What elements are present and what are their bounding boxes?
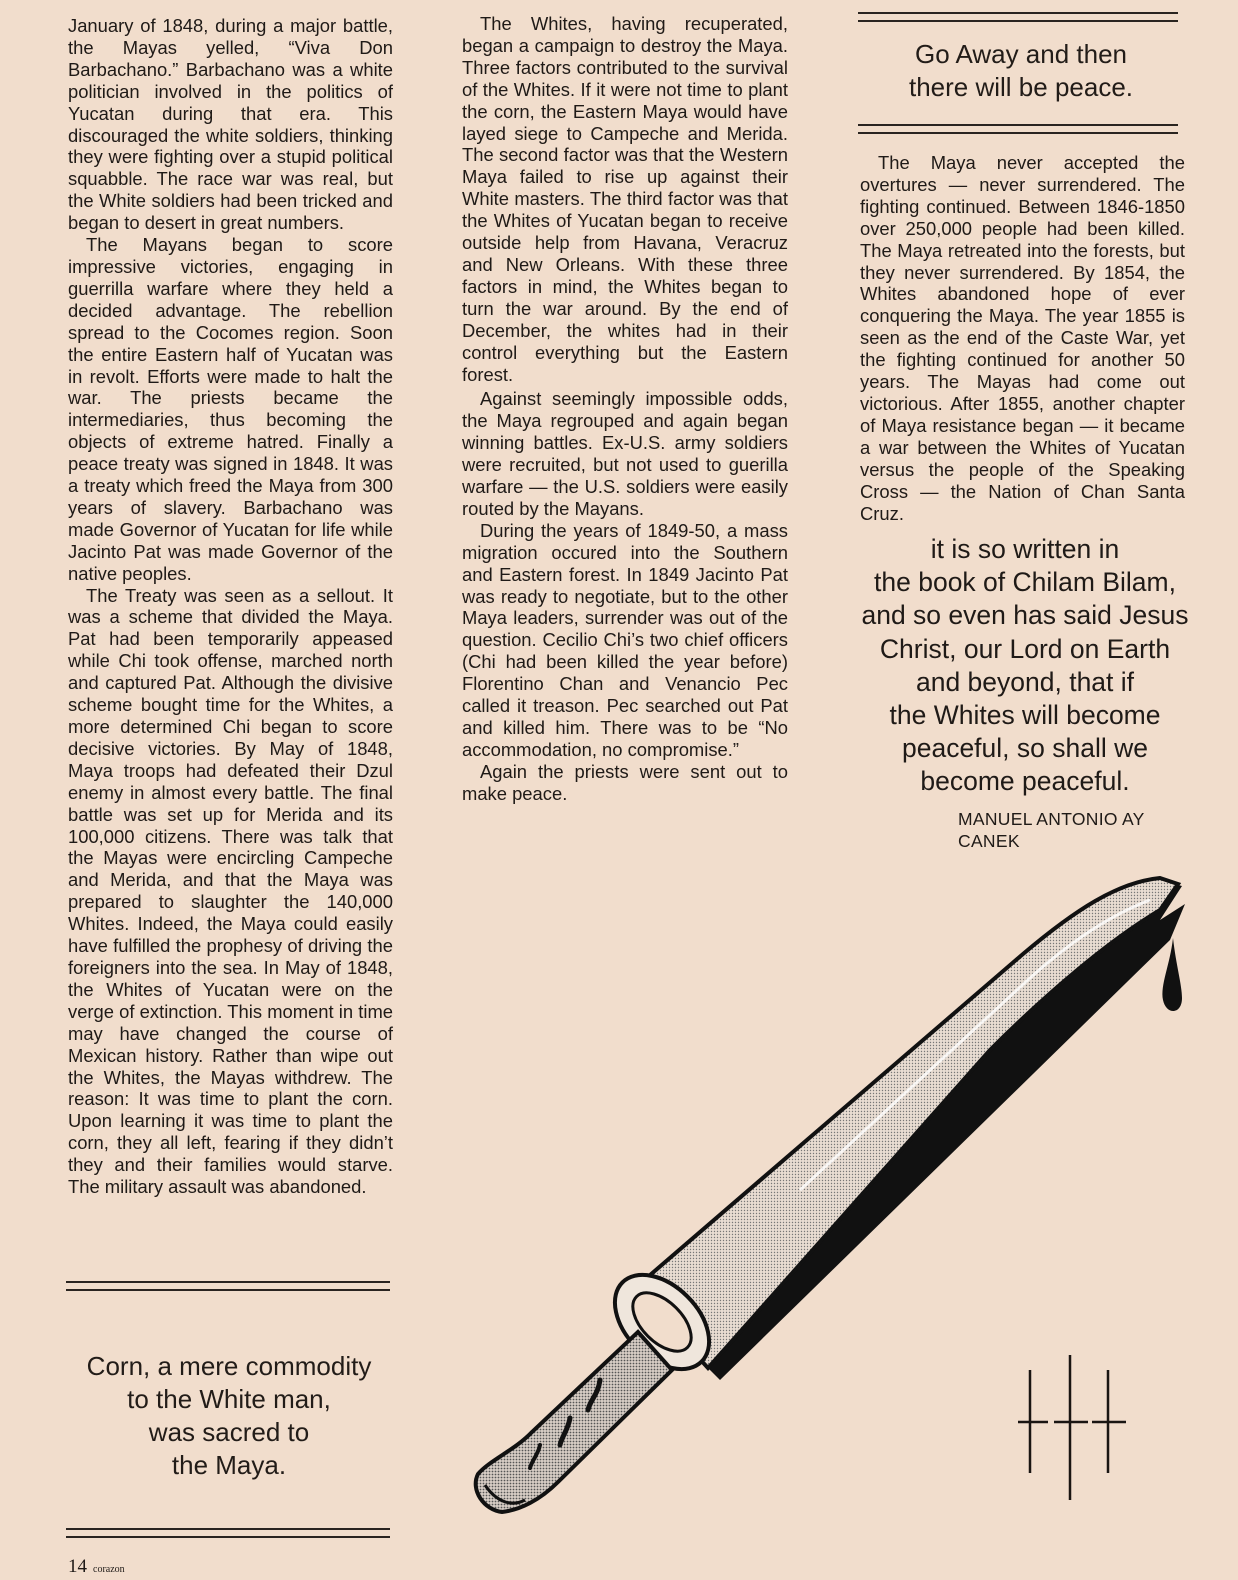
pullquote-corn-rule <box>66 1281 390 1291</box>
quote-line: and beyond, that if <box>915 666 1135 697</box>
magazine-name: corazon <box>93 1564 125 1575</box>
pullquote-line: to the White man, <box>127 1384 331 1414</box>
pullquote-corn <box>66 1350 392 1482</box>
attribution-line: MANUEL ANTONIO AY <box>958 809 1145 829</box>
pullquote-line: Corn, a mere commodity <box>86 1351 372 1381</box>
quote-line: become peaceful. <box>920 766 1130 797</box>
chilam-bilam-quote <box>855 533 1195 799</box>
attribution-line: CANEK <box>958 831 1020 851</box>
pullquote-top-rule <box>858 12 1178 22</box>
paragraph: Again the priests were sent out to make peace. <box>462 760 788 804</box>
quote-line: it is so written in <box>930 534 1120 564</box>
quote-attribution <box>958 808 1188 852</box>
quote-line: Christ, our Lord on Earth <box>879 633 1171 664</box>
paragraph: The Whites, having recuperated, began a campaign to destroy the Maya. Three factors contributed to the survival of the Whites. If it were not time to plant the corn, the Eastern Maya would have layed siege to Campeche and Merida. The second factor was that the Western Maya failed to rise up against their White masters. The third factor was that the Whites of Yucatan began to receive outside help from Havana, Veracruz and New Orleans. With these three factors in mind, the Whites began to turn the war around. By the end of December, the whites had in their control everything but the Eastern forest. <box>462 13 788 385</box>
handle <box>476 1332 672 1512</box>
article-column-1 <box>68 15 393 1198</box>
footer-rule <box>66 1528 390 1538</box>
page-number: 14 <box>68 1556 87 1577</box>
quote-line: the Whites will become <box>889 700 1161 731</box>
paragraph: The Maya never accepted the overtures — never surrendered. The fighting continued. Between 1846-1850 over 250,000 people had been killed. The Maya retreated into the forests, but they never surrendered. By 1854, the Whites abandoned hope of ever conquering the Maya. The year 1855 is seen as the end of the Caste War, yet the fighting continued for another 50 years. The Mayas had come out victorious. After 1855, another chapter of Maya resistance began — it became a war between the Whites of Yucatan versus the people of the Speaking Cross — the Nation of Chan Santa Cruz. <box>860 152 1185 524</box>
blood-drop-icon <box>1162 938 1182 1011</box>
blade <box>635 878 1185 1380</box>
pullquote-line: the Maya. <box>171 1450 287 1480</box>
page-folio <box>68 1556 125 1578</box>
paragraph: The Treaty was seen as a sellout. It was a scheme that divided the Maya. Pat had been temporarily appeased while Chi took offense, marched north and captured Pat. Although the divisive scheme bought time for the Whites, a more determined Chi began to score decisive victories. By May of 1848, Maya troops had defeated their Dzul enemy in almost every battle. The final battle was set up for Merida and its 100,000 citizens. There was talk that the Mayas were encircling Campeche and Merida, and that the Maya was prepared to slaughter the 140,000 Whites. Indeed, the Maya could easily have fulfilled the prophesy of driving the foreigners into the sea. In May of 1848, the Whites of Yucatan were on the verge of extinction. This moment in time may have changed the course of Mexican history. Rather than wipe out the Whites, the Mayas withdrew. The reason: It was time to plant the corn. Upon learning it was time to plant the corn, they all left, fearing if they didn’t they and their families would starve. The military assault was abandoned. <box>68 584 393 1198</box>
three-crosses-icon <box>1018 1355 1138 1505</box>
paragraph: During the years of 1849-50, a mass migration occured into the Southern and Eastern forest. In 1849 Jacinto Pat was ready to negotiate, but to the other Maya leaders, surrender was out of the question. Cecilio Chi’s two chief officers (Chi had been killed the year before) Florentino Chan and Venancio Pec called it treason. Pec searched out Pat and killed him. There was to be “No accommodation, no compromise.” <box>462 519 788 760</box>
article-column-2 <box>462 13 788 805</box>
paragraph: The Mayans began to score impressive victories, engaging in guerrilla warfare where they held a decided advantage. The rebellion spread to the Cocomes region. Soon the entire Eastern half of Yucatan was in revolt. Efforts were made to halt the war. The priests became the intermediaries, thus becoming the objects of extreme hatred. Finally a peace treaty was signed in 1848. It was a treaty which freed the Maya from 300 years of slavery. Barbachano was made Governor of Yucatan for life while Jacinto Pat was made Governor of the native peoples. <box>68 234 393 584</box>
pullquote-line: was sacred to <box>148 1417 310 1447</box>
pullquote-top <box>862 38 1180 104</box>
pullquote-line: there will be peace. <box>908 72 1134 102</box>
pullquote-bottom-rule <box>858 124 1178 134</box>
quote-line: the book of Chilam Bilam, <box>874 567 1176 598</box>
quote-line: peaceful, so shall we <box>901 733 1148 764</box>
article-column-3 <box>860 152 1185 524</box>
paragraph: Against seemingly impossible odds, the Maya regrouped and again began winning battles. Ex-U.S. army soldiers were recruited, but not used to guerilla warfare — the U.S. soldiers were easily routed by the Mayans. <box>462 388 788 519</box>
quote-line: and so even has said Jesus <box>861 600 1189 631</box>
paragraph: January of 1848, during a major battle, the Mayas yelled, “Viva Don Barbachano.” Barbachano was a white politician involved in the politics of Yucatan during that era. This discouraged the white soldiers, thinking they were fighting over a stupid political squabble. The race war was real, but the White soldiers had been tricked and began to desert in great numbers. <box>68 15 393 234</box>
pullquote-line: Go Away and then <box>914 39 1127 69</box>
